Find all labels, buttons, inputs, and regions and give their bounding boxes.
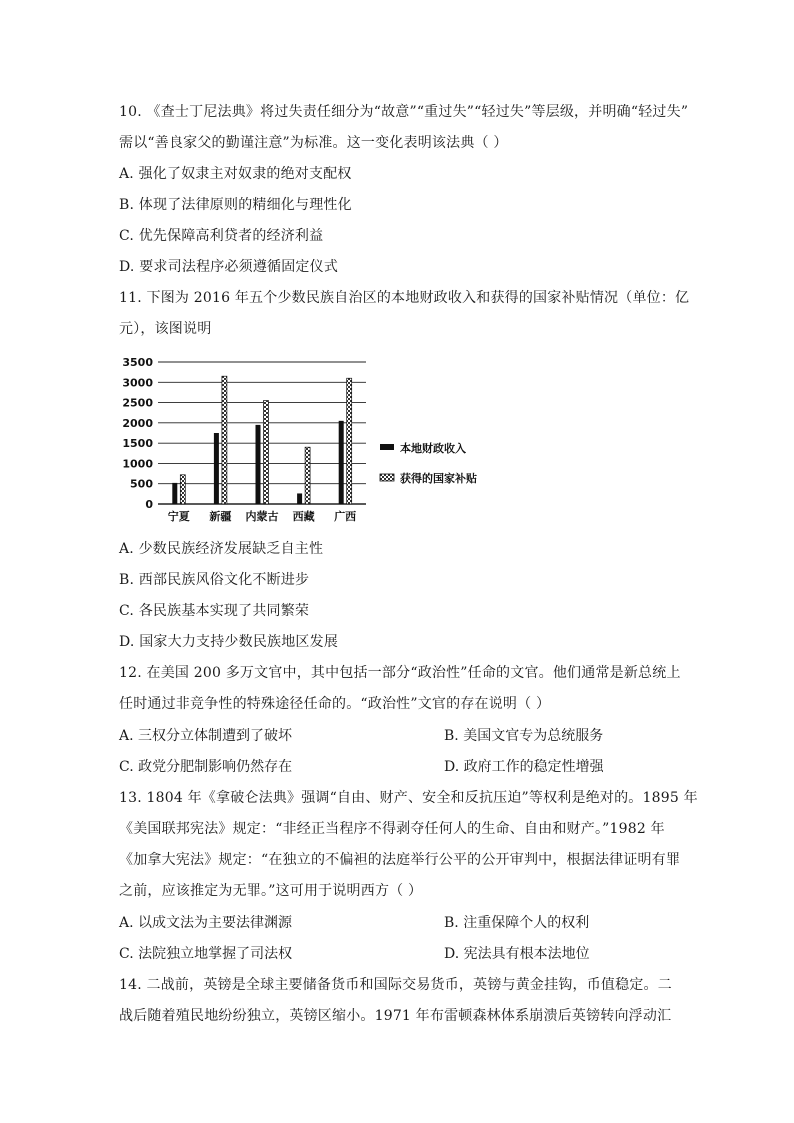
q13-stem-line-4: 之前，应该推定为无罪。”这可用于说明西方（ ） <box>119 883 423 899</box>
y-tick-label: 1000 <box>122 457 153 471</box>
bar-national-subsidy <box>347 378 352 504</box>
legend-swatch-national-subsidy <box>380 474 394 481</box>
q11-option-c: C. 各民族基本实现了共同繁荣 <box>119 603 310 619</box>
y-tick-label: 3000 <box>122 376 153 390</box>
q10-option-a: A. 强化了奴隶主对奴隶的绝对支配权 <box>119 166 352 182</box>
q12-stem-line-1: 12. 在美国 200 多万文官中，其中包括一部分“政治性”任命的文官。他们通常是新总统上 <box>119 665 681 681</box>
q13-option-c: C. 法院独立地掌握了司法权 <box>119 946 293 962</box>
y-tick-label: 0 <box>145 498 153 511</box>
q13-option-d: D. 宪法具有根本法地位 <box>444 946 590 962</box>
y-tick-label: 3500 <box>122 356 153 369</box>
legend-swatch-local-revenue <box>380 444 394 450</box>
q13-option-a: A. 以成文法为主要法律渊源 <box>119 915 293 931</box>
y-tick-label: 500 <box>130 477 153 491</box>
q13-stem-line-2: 《美国联邦宪法》规定：“非经正当程序不得剥夺任何人的生命、自由和财产。”1982 年 <box>119 821 665 837</box>
q12-option-b: B. 美国文官专为总统服务 <box>444 728 604 744</box>
x-category-label: 新疆 <box>209 510 232 523</box>
legend-label-local-revenue: 本地财政收入 <box>400 442 466 455</box>
bar-national-subsidy <box>180 475 185 504</box>
q14-stem-line-2: 战后随着殖民地纷纷独立，英镑区缩小。1971 年布雷顿森林体系崩溃后英镑转向浮动汇 <box>119 1008 672 1024</box>
q10-option-d: D. 要求司法程序必须遵循固定仪式 <box>119 259 339 275</box>
bar-local-revenue <box>256 425 261 504</box>
q11-option-d: D. 国家大力支持少数民族地区发展 <box>119 634 339 650</box>
q10-stem-line-1: 10. 《查士丁尼法典》将过失责任细分为“故意”“重过失”“轻过失”等层级，并明确“轻过失” <box>119 104 689 120</box>
x-category-label: 广西 <box>334 510 357 523</box>
q13-option-b: B. 注重保障个人的权利 <box>444 915 590 931</box>
x-category-label: 西藏 <box>292 510 315 523</box>
q11-stem-line-2: 元），该图说明 <box>119 321 212 337</box>
legend-label-national-subsidy: 获得的国家补贴 <box>400 472 477 485</box>
q11-stem-line-1: 11. 下图为 2016 年五个少数民族自治区的本地财政收入和获得的国家补贴情况（单位：亿 <box>119 290 690 306</box>
bar-local-revenue <box>214 433 219 504</box>
q10-option-c: C. 优先保障高利贷者的经济利益 <box>119 228 324 244</box>
q12-option-d: D. 政府工作的稳定性增强 <box>444 759 604 775</box>
bar-local-revenue <box>297 493 302 504</box>
bar-national-subsidy <box>264 401 269 504</box>
x-category-label: 宁夏 <box>167 510 190 523</box>
q12-stem-line-2: 任时通过非竞争性的特殊途径任命的。“政治性”文官的存在说明（ ） <box>119 696 551 712</box>
fiscal-bar-chart <box>118 352 518 528</box>
bar-local-revenue <box>172 483 177 504</box>
bar-local-revenue <box>339 421 344 504</box>
y-tick-label: 2500 <box>122 396 153 410</box>
q13-stem-line-1: 13. 1804 年《拿破仑法典》强调“自由、财产、安全和反抗压迫”等权利是绝对的。1895 年 <box>119 790 698 806</box>
q10-stem-line-2: 需以“善良家父的勤谨注意”为标准。这一变化表明该法典（ ） <box>119 135 508 151</box>
q12-option-a: A. 三权分立体制遭到了破坏 <box>119 728 293 744</box>
q11-option-a: A. 少数民族经济发展缺乏自主性 <box>119 541 324 557</box>
q13-stem-line-3: 《加拿大宪法》规定：“在独立的不偏袒的法庭举行公平的公开审判中，根据法律证明有罪 <box>119 852 681 868</box>
bar-national-subsidy <box>222 376 227 504</box>
y-tick-label: 1500 <box>122 437 153 451</box>
q11-option-b: B. 西部民族风俗文化不断进步 <box>119 572 310 588</box>
y-tick-label: 2000 <box>122 416 153 430</box>
q10-option-b: B. 体现了法律原则的精细化与理性化 <box>119 197 352 213</box>
bar-national-subsidy <box>305 447 310 504</box>
q14-stem-line-1: 14. 二战前，英镑是全球主要储备货币和国际交易货币，英镑与黄金挂钩，币值稳定。二 <box>119 977 672 993</box>
x-category-label: 内蒙古 <box>245 510 279 523</box>
q12-option-c: C. 政党分肥制影响仍然存在 <box>119 759 293 775</box>
